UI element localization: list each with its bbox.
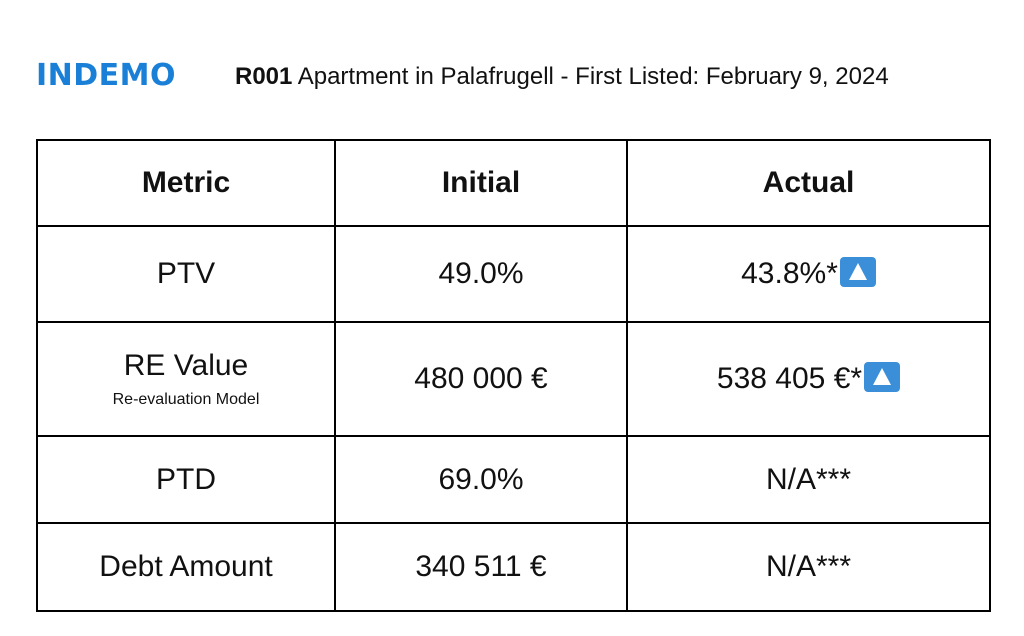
brand-logo: INDEMO: [36, 58, 177, 93]
initial-cell: 69.0%: [335, 436, 627, 523]
metric-cell: Debt Amount: [37, 523, 335, 611]
metric-cell: PTV: [37, 226, 335, 322]
up-arrow-icon: [840, 257, 876, 287]
up-arrow-icon: [864, 362, 900, 392]
initial-cell: 49.0%: [335, 226, 627, 322]
column-header-initial: Initial: [335, 140, 627, 226]
metric-sublabel: Re-evaluation Model: [112, 391, 260, 408]
actual-value: 43.8%*: [741, 257, 838, 290]
metric-cell: [37, 322, 335, 436]
metric-cell: PTD: [37, 436, 335, 523]
actual-cell: [627, 322, 990, 436]
listing-code: R001: [235, 63, 293, 90]
table-header-row: [37, 140, 990, 226]
column-header-metric: Metric: [37, 140, 335, 226]
actual-cell: N/A***: [627, 436, 990, 523]
table-row: [37, 226, 990, 322]
table-row: [37, 322, 990, 436]
initial-cell: 480 000 €: [335, 322, 627, 436]
metrics-table: [36, 139, 991, 612]
table-row: [37, 436, 990, 523]
table-row: [37, 523, 990, 611]
column-header-actual: Actual: [627, 140, 990, 226]
header: [36, 56, 996, 96]
initial-cell: 340 511 €: [335, 523, 627, 611]
listing-title: [235, 60, 889, 94]
actual-value: 538 405 €*: [716, 362, 863, 395]
actual-cell: [627, 226, 990, 322]
listing-description: Apartment in Palafrugell - First Listed: February 9, 2024: [297, 63, 889, 90]
actual-cell: N/A***: [627, 523, 990, 611]
metric-label: RE Value: [123, 349, 249, 382]
